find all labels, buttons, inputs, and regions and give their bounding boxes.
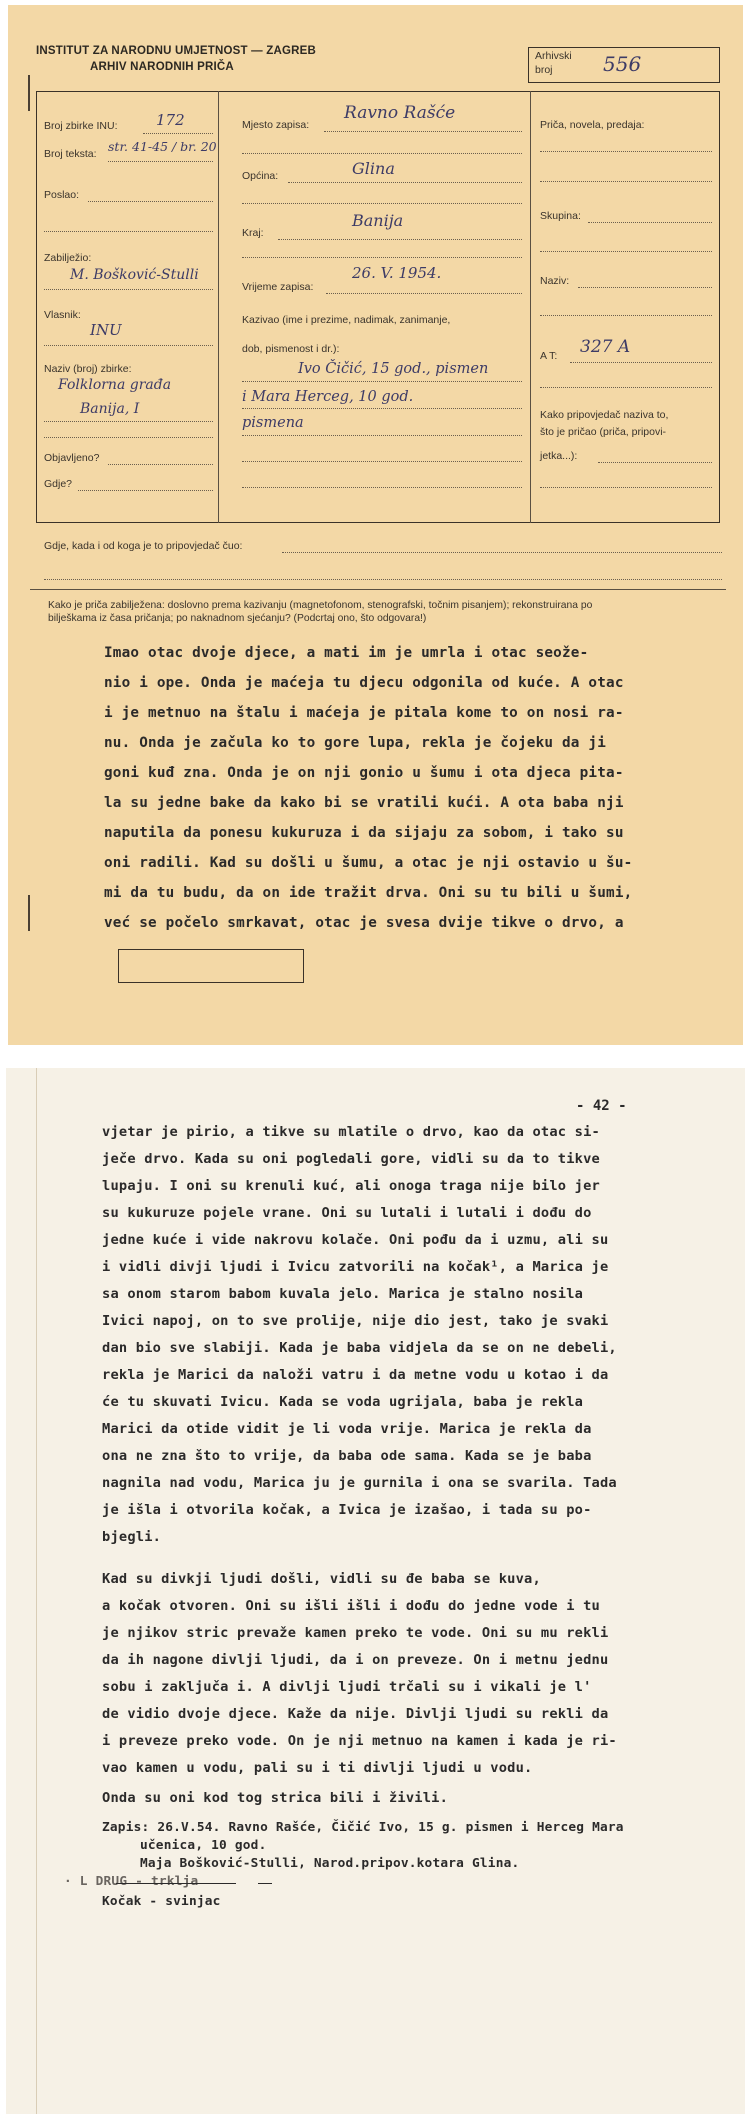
strikethrough [116,1883,236,1884]
field-line [588,222,712,223]
field-line [242,435,522,436]
story-line: bjegli. [102,1529,162,1545]
story-line: vjetar je pirio, a tikve su mlatile o drvo, kao da otac si- [102,1124,600,1140]
field-line [78,490,213,491]
broj-teksta-value: str. 41-45 / br. 20 [108,139,217,154]
prica-label: Priča, novela, predaja: [540,119,645,131]
field-line [88,201,213,202]
field-line [326,293,522,294]
record-line-2: učenica, 10 god. [140,1838,267,1853]
broj-teksta-label: Broj teksta: [44,148,97,160]
field-line [578,287,712,288]
mjesto-label: Mjesto zapisa: [242,119,310,131]
objavljeno-label: Objavljeno? [44,452,100,464]
column-divider [530,91,531,523]
footnote-crossed: · L DRUG - trklja [64,1874,199,1889]
gdje-kada-label: Gdje, kada i od koga je to pripovjedač čuo: [44,540,243,552]
kazivac-label-1: Kazivao (ime i prezime, nadimak, zanimanje, [242,314,451,326]
story-line: su kukuruze pojele vrane. Oni su lutali i lutali i dođu do [102,1205,592,1221]
archive-name: ARHIV NARODNIH PRIČA [90,61,234,73]
broj-zbirke-value: 172 [156,111,185,129]
story-line: rekla je Marici da naloži vatru i da metne vodu u kotao i da [102,1367,609,1383]
binding-mark [28,75,30,111]
kazivac-value-3: pismena [242,415,304,431]
naziv-zbirke-value-1: Folklorna građa [58,377,172,393]
field-line [44,231,213,232]
story-line: la su jedne bake da kako bi se vratili kući. A ota baba nji [104,795,624,811]
story-line: i je metnuo na štalu i maćeja je pitala kome to on nosi ra- [104,705,624,721]
field-line [242,487,522,488]
page-number: - 42 - [576,1098,627,1114]
kazivac-value-2: i Mara Herceg, 10 god. [242,389,414,405]
story-line: oni radili. Kad su došli u šumu, a otac je nji ostavio u šu- [104,855,633,871]
story-line: nu. Onda je začula ko to gore lupa, rekla je čojeku da ji [104,735,607,751]
field-line [44,345,213,346]
story-line: i preveze preko vode. On je nji metnuo na kamen i kada je ri- [102,1733,617,1749]
story-line: je njikov stric prevaže kamen preko te vode. Oni su mu rekli [102,1625,609,1641]
field-line [44,579,722,580]
story-line: goni kuđ zna. Onda je on nji gonio u šumu i ota djeca pita- [104,765,624,781]
field-line [540,487,712,488]
story-line: Ivici napoj, on to sve prolije, nije dio jest, tako je svaki [102,1313,609,1329]
archive-number-label-2: broj [535,64,553,76]
field-line [540,315,712,316]
archive-card [8,5,743,1045]
kraj-label: Kraj: [242,227,264,239]
separator-line [30,589,726,590]
naziv-zbirke-label: Naziv (broj) zbirke: [44,363,132,375]
kako-label-2: što je pričao (priča, pripovi- [540,426,667,438]
story-line: Onda su oni kod tog strica bili i živili. [102,1790,449,1806]
story-line: sa onom starom babom kuvala jelo. Marica je stalno nosila [102,1286,584,1302]
at-label: A T: [540,350,558,362]
story-line: ječe drvo. Kada su oni pogledali gore, vidli su da to tikve [102,1151,600,1167]
field-line [540,181,712,182]
story-line: već se počelo smrkavat, otac je svesa dvije tikve o drvo, a [104,915,624,931]
mjesto-value: Ravno Rašće [344,103,456,123]
archive-number-box [528,47,720,83]
field-line [242,257,522,258]
story-line: a kočak otvoren. Oni su išli išli i dođu do jedne vode i tu [102,1598,600,1614]
story-line: sobu i zaključa i. A divlji ljudi trčali su i vikali je l' [102,1679,592,1695]
transcription-note-line-1: Kako je priča zabilježena: doslovno prema kazivanju (magnetofonom, stenografski, točnim pisanjem); rekonstruirana po [48,600,593,611]
card-frame [36,91,720,523]
field-line [108,161,213,162]
binding-mark [28,895,30,931]
story-line: Kad su divkji ljudi došli, vidli su đe baba se kuva, [102,1571,541,1587]
vlasnik-label: Vlasnik: [44,309,81,321]
field-line [242,153,522,154]
field-line [143,133,213,134]
field-line [598,462,712,463]
story-line: jedne kuće i vide nakrovu kolače. Oni pođu da i uzmu, ali su [102,1232,609,1248]
field-line [242,381,522,382]
story-line: de vidio dvoje djece. Kaže da nije. Divlji ljudi su rekli da [102,1706,609,1722]
naziv-label: Naziv: [540,275,570,287]
kazivac-value-1: Ivo Čičić, 15 god., pismen [298,361,489,377]
zabiljezio-label: Zabilježio: [44,252,92,264]
dash-mark [258,1883,272,1884]
field-line [540,151,712,152]
column-divider [218,91,219,523]
field-line [242,203,522,204]
footnote: Kočak - svinjac [102,1894,221,1909]
transcription-note-line-2: bilješkama iz časa pričanja; po naknadnom sjećanju? (Podcrtaj ono, što odgovara!) [48,613,427,624]
field-line [44,421,213,422]
story-line: Marici da otide vidit je li voda vrije. Marica je rekla da [102,1421,592,1437]
field-line [44,289,213,290]
story-line: je išla i otvorila kočak, a Ivica je izašao, i tada su po- [102,1502,592,1518]
story-line: dan bio sve slabiji. Kada je baba vidjela da se on ne debeli, [102,1340,617,1356]
story-line: lupaju. I oni su krenuli kuć, ali onoga traga nije bilo jer [102,1178,600,1194]
story-line: Imao otac dvoje djece, a mati im je umrla i otac seože- [104,645,589,661]
story-line: vao kamen u vodu, pali su i ti divlji ljudi u vodu. [102,1760,533,1776]
naziv-zbirke-value-2: Banija, I [80,401,140,417]
field-line [324,131,522,132]
record-line-1: Zapis: 26.V.54. Ravno Rašće, Čičić Ivo, 15 g. pismen i Herceg Mara [102,1820,624,1835]
story-line: da ih nagone divlji ljudi, da i on preveze. On i metnu jednu [102,1652,609,1668]
empty-box [118,949,304,983]
at-value: 327 A [580,337,631,357]
kazivac-label-2: dob, pismenost i dr.): [242,343,340,355]
kako-label-1: Kako pripovjedač naziva to, [540,409,669,421]
story-line: ona ne zna što to vrije, da baba ode sama. Kada se je baba [102,1448,592,1464]
field-line [570,362,712,363]
institute-name: INSTITUT ZA NARODNU UMJETNOST — ZAGREB [36,45,316,57]
margin-edge [36,1068,37,2114]
story-line: mi da tu budu, da on ide tražit drva. Oni su tu bili u šumi, [104,885,633,901]
archive-number-value: 556 [603,52,642,76]
field-line [242,461,522,462]
field-line [288,182,522,183]
broj-zbirke-label: Broj zbirke INU: [44,120,118,132]
story-line: nagnila nad vodu, Marica ju je gurnila i ona se svarila. Tada [102,1475,617,1491]
story-line: i vidli divji ljudi i Ivicu zatvorili na kočak¹, a Marica je [102,1259,609,1275]
archive-number-label-1: Arhivski [535,50,572,62]
field-line [540,387,712,388]
skupina-label: Skupina: [540,210,581,222]
typed-page [6,1068,745,2114]
kraj-value: Banija [352,211,404,230]
kako-label-3: jetka...): [540,450,578,462]
field-line [108,464,213,465]
poslao-label: Poslao: [44,189,80,201]
field-line [282,552,722,553]
record-line-3: Maja Bošković-Stulli, Narod.pripov.kotara Glina. [140,1856,520,1871]
vlasnik-value: INU [90,321,122,339]
story-line: nio i ope. Onda je maćeja tu djecu odgonila od kuće. A otac [104,675,624,691]
zabiljezio-value: M. Bošković-Stulli [70,267,199,283]
field-line [242,408,522,409]
field-line [44,437,213,438]
gdje-label: Gdje? [44,478,73,490]
vrijeme-value: 26. V. 1954. [352,264,442,282]
field-line [540,251,712,252]
opcina-value: Glina [352,159,395,178]
story-line: će tu skuvati Ivicu. Kada se voda ugrijala, baba je rekla [102,1394,584,1410]
opcina-label: Općina: [242,170,279,182]
field-line [278,239,522,240]
vrijeme-label: Vrijeme zapisa: [242,281,314,293]
story-line: naputila da ponesu kukuruza i da sijaju za sobom, i tako su [104,825,624,841]
